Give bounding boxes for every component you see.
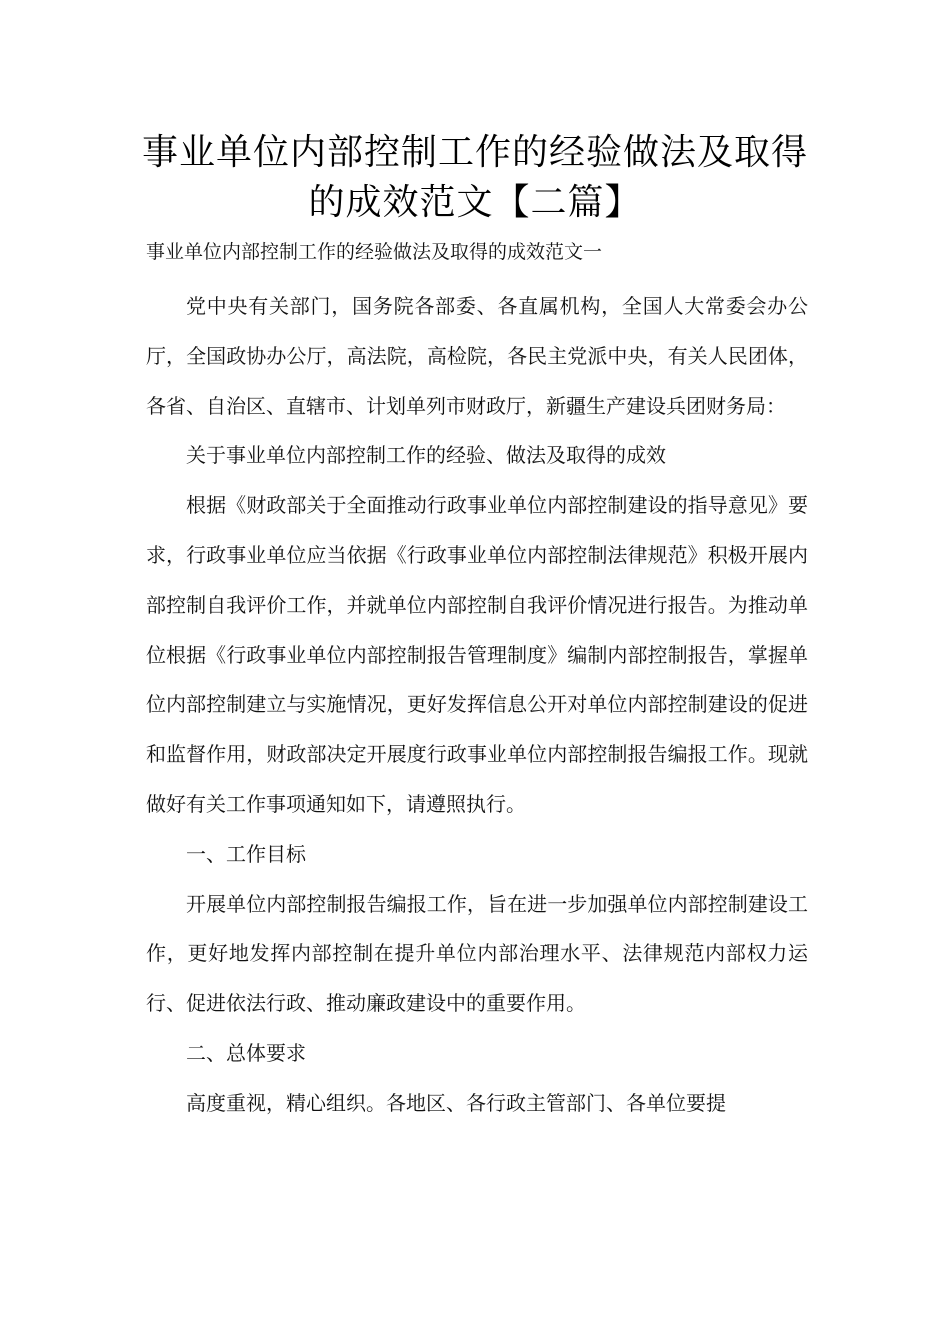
paragraph-requirements: 高度重视，精心组织。各地区、各行政主管部门、各单位要提: [186, 1090, 726, 1115]
section-heading-requirements: 二、总体要求: [186, 1040, 306, 1065]
document-body: [146, 282, 808, 1129]
section-heading-goal: 一、工作目标: [186, 841, 306, 866]
paragraph-background: 根据《财政部关于全面推动行政事业单位内部控制建设的指导意见》要求，行政事业单位应当依据《行政事业单位内部控制法律规范》积极开展内部控制自我评价工作，并就单位内部控制自我评价情况进行报告。为推动单位根据《行政事业单位内部控制报告管理制度》编制内部控制报告，掌握单位内部控制建立与实施情况，更好发挥信息公开对单位内部控制建设的促进和监督作用，财政部决定开展度行政事业单位内部控制报告编报工作。现就做好有关工作事项通知如下，请遵照执行。: [146, 493, 808, 816]
document-subtitle: 事业单位内部控制工作的经验做法及取得的成效范文一: [146, 241, 603, 263]
paragraph-goal: 开展单位内部控制报告编报工作，旨在进一步加强单位内部控制建设工作，更好地发挥内部控制在提升单位内部治理水平、法律规范内部权力运行、促进依法行政、推动廉政建设中的重要作用。: [146, 891, 808, 1016]
document-title: 事业单位内部控制工作的经验做法及取得的成效范文【二篇】: [141, 132, 808, 223]
paragraph-topic: 关于事业单位内部控制工作的经验、做法及取得的成效: [186, 443, 666, 468]
paragraph-addressees: 党中央有关部门，国务院各部委、各直属机构，全国人大常委会办公厅，全国政协办公厅，高法院，高检院，各民主党派中央，有关人民团体，各省、自治区、直辖市、计划单列市财政厅，新疆生产建设兵团财务局：: [146, 294, 808, 418]
